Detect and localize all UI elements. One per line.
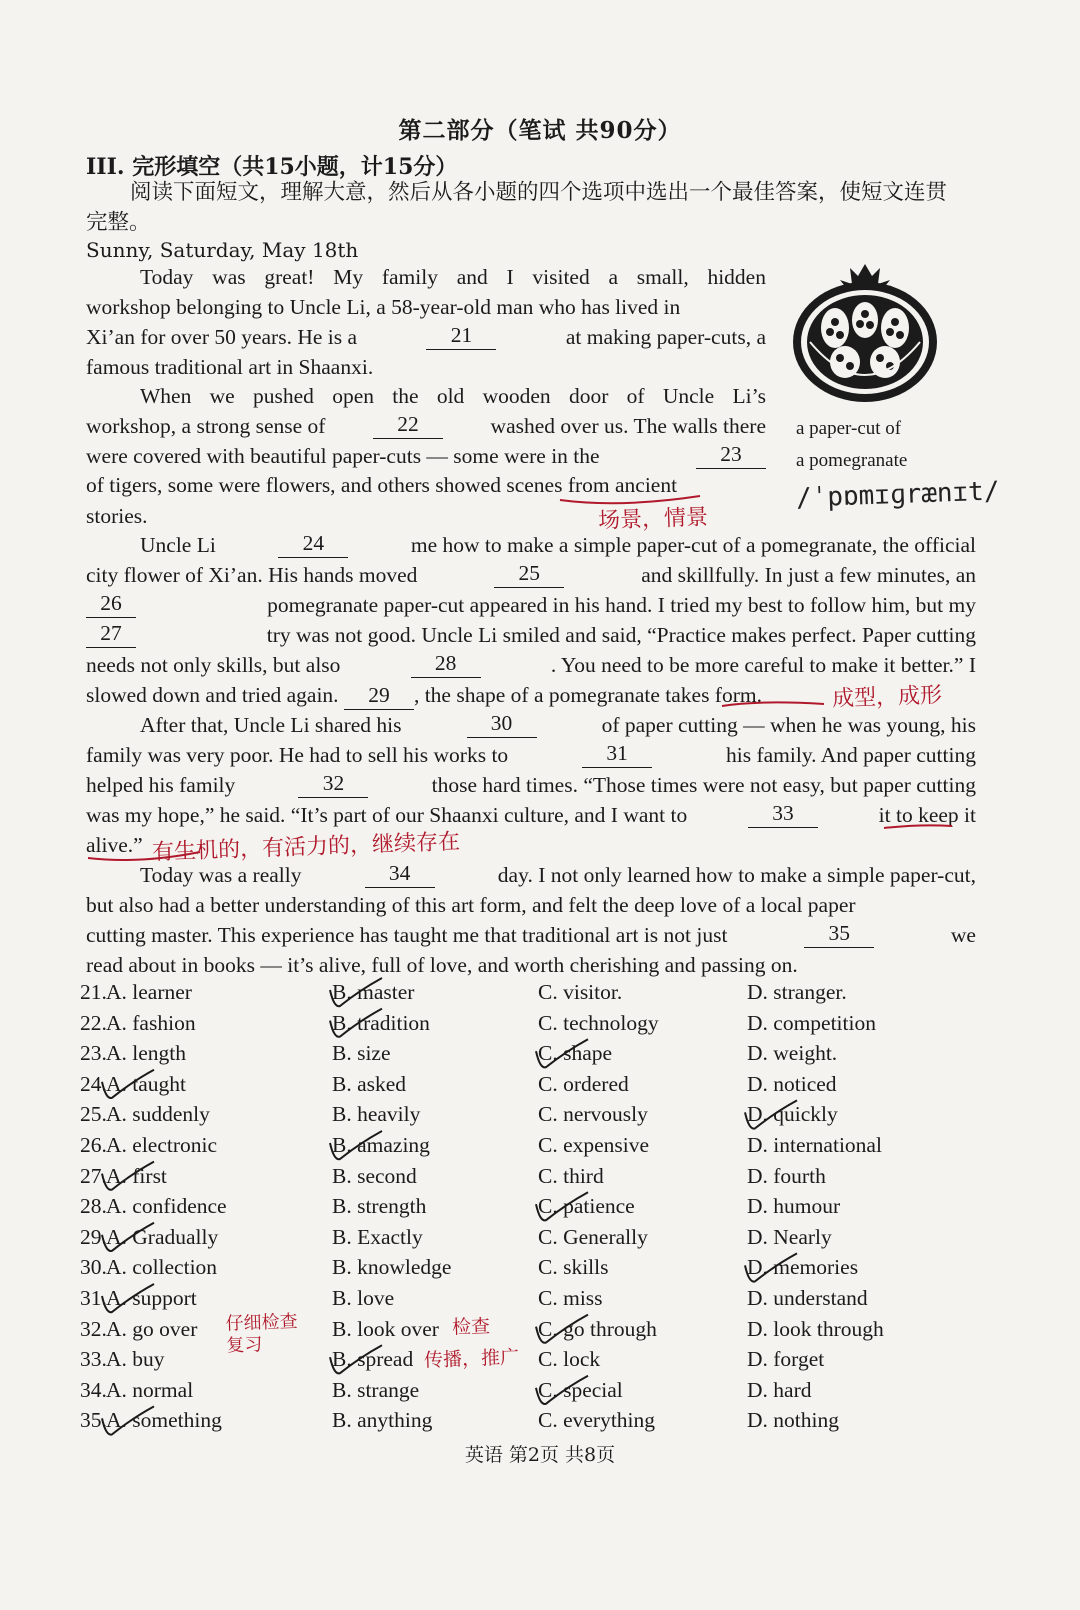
handwritten-note-takes-form: 成型，成形 <box>831 683 943 712</box>
passage-line-18: helped his family 32 those hard times. “Those times were not easy, but paper cutting <box>86 771 976 797</box>
question-row <box>80 980 980 1011</box>
instructions: 阅读下面短文，理解大意，然后从各小题的四个选项中选出一个最佳答案，使短文连贯完整。 <box>86 180 948 235</box>
page-footer: 英语 第2页 共8页 <box>464 1444 616 1466</box>
question-number: 29. <box>80 1224 107 1249</box>
passage-line-20: alive.” <box>86 833 143 857</box>
passage-line-17: family was very poor. He had to sell his works to 31 his family. And paper cutting <box>86 741 976 767</box>
word: Today <box>140 265 194 289</box>
blank-31: 31 <box>582 740 652 768</box>
passage-line-19: was my hope,” he said. “It’s part of our Shaanxi culture, and I want to 33 it to keep it <box>86 801 976 827</box>
question-number: 21. <box>80 980 107 1004</box>
handwritten-note-alive: 有生机的，有活力的，继续存在 <box>151 829 461 866</box>
option-b[interactable]: B. size <box>332 1041 391 1066</box>
option-b[interactable]: B. Exactly <box>332 1224 423 1249</box>
word: hidden <box>707 265 766 289</box>
question-row <box>80 1286 980 1317</box>
blank-21: 21 <box>426 322 496 350</box>
question-number: 27. <box>80 1163 107 1188</box>
word: old <box>436 384 465 408</box>
passage-line-3: Xi’an for over 50 years. He is a 21 at making paper-cuts, a <box>86 323 766 349</box>
word: open <box>332 384 374 408</box>
option-d[interactable]: D. look through <box>747 1316 884 1341</box>
option-c[interactable]: C. patience <box>538 1194 635 1219</box>
options-list <box>80 980 980 1439</box>
question-number: 32. <box>80 1316 107 1341</box>
question-row <box>80 1408 980 1439</box>
option-c[interactable]: C. visitor. <box>538 980 623 1004</box>
passage-line-4: famous traditional art in Shaanxi. <box>86 355 374 379</box>
passage-line-21: Today was a really 34 day. I not only learned how to make a simple paper-cut, <box>140 861 976 887</box>
option-d[interactable]: D. forget <box>747 1347 825 1372</box>
option-b[interactable]: B. strange <box>332 1377 420 1402</box>
passage-line-10: Uncle Li 24 me how to make a simple paper-cut of a pomegranate, the official <box>140 531 976 557</box>
option-b[interactable]: B. second <box>332 1163 417 1188</box>
option-b[interactable]: B. strength <box>332 1194 427 1219</box>
word: wooden <box>482 384 551 408</box>
option-d[interactable]: D. understand <box>747 1285 868 1310</box>
option-b[interactable]: B. tradition <box>332 1010 430 1035</box>
option-a[interactable]: A. buy <box>106 1347 165 1372</box>
word: When <box>140 384 192 408</box>
option-b[interactable]: B. amazing <box>332 1132 430 1157</box>
passage-line-7: were covered with beautiful paper-cuts — some were in the 23 <box>86 441 766 471</box>
question-row <box>80 1072 980 1103</box>
option-a[interactable]: A. normal <box>106 1377 194 1402</box>
option-c[interactable]: C. everything <box>538 1408 656 1433</box>
option-a[interactable]: A. length <box>106 1041 187 1066</box>
question-row <box>80 1041 980 1072</box>
question-row <box>80 1378 980 1409</box>
word: we <box>209 384 235 408</box>
question-number: 34. <box>80 1377 107 1402</box>
word: great! <box>264 265 315 289</box>
handwritten-note-q32-a: 仔细检查 复习 <box>225 1311 298 1357</box>
passage-line-11: city flower of Xi’an. His hands moved 25 and skillfully. In just a few minutes, an <box>86 561 976 587</box>
option-c[interactable]: C. shape <box>538 1041 613 1066</box>
blank-25: 25 <box>494 560 564 588</box>
handwritten-note-q33-b: 传播，推广 <box>423 1346 520 1372</box>
handwritten-note-q32-b: 检查 <box>451 1315 491 1339</box>
option-d[interactable]: D. fourth <box>747 1163 826 1188</box>
word: a <box>608 265 618 289</box>
question-number: 28. <box>80 1194 107 1219</box>
passage-line-23: cutting master. This experience has taught me that traditional art is not just 35 we <box>86 921 976 947</box>
option-a[interactable]: A. learner <box>106 980 192 1004</box>
option-c[interactable]: C. technology <box>538 1010 659 1035</box>
passage-line-15: slowed down and tried again. 29 , the shape of a pomegranate takes form. <box>86 680 762 710</box>
section-title: III. 完形填空（共15小题，计15分） <box>86 154 458 180</box>
option-b[interactable]: B. master <box>332 980 415 1004</box>
word: small, <box>636 265 689 289</box>
option-d[interactable]: D. hard <box>747 1377 812 1402</box>
option-c[interactable]: C. skills <box>538 1255 609 1280</box>
option-a[interactable]: A. collection <box>106 1255 218 1280</box>
question-row <box>80 1102 980 1133</box>
word: of <box>626 384 645 408</box>
question-row <box>80 1255 980 1286</box>
option-a[interactable]: A. support <box>106 1285 197 1310</box>
passage-line-9: stories. <box>86 504 148 528</box>
option-d[interactable]: D. international <box>747 1132 882 1157</box>
option-a[interactable]: A. go over <box>106 1316 198 1341</box>
option-c[interactable]: C. Generally <box>538 1224 648 1249</box>
figure-caption-line-1: a paper-cut of <box>796 418 902 439</box>
word: pushed <box>252 384 314 408</box>
question-number: 25. <box>80 1102 107 1127</box>
question-number: 31. <box>80 1285 107 1310</box>
option-a[interactable]: A. suddenly <box>106 1102 210 1127</box>
blank-22: 22 <box>373 411 443 439</box>
question-row <box>80 1164 980 1195</box>
option-a[interactable]: A. something <box>106 1408 222 1433</box>
option-d[interactable]: D. quickly <box>747 1102 838 1127</box>
blank-30: 30 <box>467 710 537 738</box>
option-d[interactable]: D. noticed <box>747 1071 837 1096</box>
option-b[interactable]: B. love <box>332 1285 395 1310</box>
question-row <box>80 1347 980 1378</box>
blank-23: 23 <box>696 441 766 469</box>
option-c[interactable]: C. lock <box>538 1347 601 1372</box>
question-number: 24. <box>80 1071 107 1096</box>
handwritten-phonetic: /ˈpɒmɪɡrænɪt/ <box>795 476 1000 514</box>
option-a[interactable]: A. Gradually <box>106 1224 219 1249</box>
word: Uncle <box>662 384 715 408</box>
option-c[interactable]: C. ordered <box>538 1071 629 1096</box>
blank-26: 26 <box>86 590 136 618</box>
word: family <box>381 265 438 289</box>
word: was <box>212 265 246 289</box>
passage-line-14: needs not only skills, but also 28 . You need to be more careful to make it better.” I <box>86 651 976 677</box>
option-c[interactable]: C. nervously <box>538 1102 648 1127</box>
question-number: 22. <box>80 1010 107 1035</box>
option-b[interactable]: B. knowledge <box>332 1255 452 1280</box>
option-b[interactable]: B. heavily <box>332 1102 421 1127</box>
option-a[interactable]: A. electronic <box>106 1132 218 1157</box>
figure-caption-line-2: a pomegranate <box>796 450 908 471</box>
option-d[interactable]: D. Nearly <box>747 1224 832 1249</box>
question-number: 30. <box>80 1255 107 1280</box>
passage-line-5 <box>86 381 766 411</box>
blank-29: 29 <box>344 682 414 710</box>
passage-line-2: workshop belonging to Uncle Li, a 58-year-old man who has lived in <box>86 295 681 319</box>
handwritten-note-scenes: 场景，情景 <box>597 505 709 534</box>
part-title: 第二部分（笔试 共90分） <box>398 117 682 144</box>
question-row <box>80 1011 980 1042</box>
option-a[interactable]: A. fashion <box>106 1010 196 1035</box>
blank-27: 27 <box>86 620 136 648</box>
option-c[interactable]: C. miss <box>538 1285 603 1310</box>
question-number: 35. <box>80 1408 107 1433</box>
passage-line-24: read about in books — it’s alive, full of love, and worth cherishing and passing on. <box>86 953 798 977</box>
option-b[interactable]: B. asked <box>332 1071 407 1096</box>
option-c[interactable]: C. expensive <box>538 1132 650 1157</box>
question-number: 26. <box>80 1132 107 1157</box>
option-d[interactable]: D. memories <box>747 1255 859 1280</box>
word: My <box>333 265 364 289</box>
word: and <box>456 265 488 289</box>
word: visited <box>532 265 590 289</box>
word: door <box>568 384 609 408</box>
option-d[interactable]: D. humour <box>747 1194 841 1219</box>
passage-line-22: but also had a better understanding of this art form, and felt the deep love of a local paper <box>86 893 856 917</box>
blank-28: 28 <box>411 650 481 678</box>
question-number: 33. <box>80 1347 107 1372</box>
option-b[interactable]: B. spread <box>332 1347 414 1372</box>
pomegranate-paper-cut-image <box>780 258 950 408</box>
option-c[interactable]: C. third <box>538 1163 604 1188</box>
option-a[interactable]: A. confidence <box>106 1194 227 1219</box>
option-b[interactable]: B. anything <box>332 1408 433 1433</box>
pomegranate-illustration <box>780 258 950 408</box>
blank-24: 24 <box>278 530 348 558</box>
passage-line-8: of tigers, some were flowers, and others showed scenes from ancient <box>86 473 678 497</box>
question-row <box>80 1317 980 1348</box>
option-a[interactable]: A. first <box>106 1163 167 1188</box>
passage-line-16: After that, Uncle Li shared his 30 of paper cutting — when he was young, his <box>140 711 976 737</box>
word: the <box>392 384 419 408</box>
option-d[interactable]: D. weight. <box>747 1041 838 1066</box>
blank-33: 33 <box>748 800 818 828</box>
question-row <box>80 1133 980 1164</box>
option-c[interactable]: C. special <box>538 1377 623 1402</box>
option-c[interactable]: C. go through <box>538 1316 657 1341</box>
blank-35: 35 <box>804 920 874 948</box>
word: I <box>506 265 514 289</box>
passage-line-13: 27 try was not good. Uncle Li smiled and said, “Practice makes perfect. Paper cutting <box>86 620 976 650</box>
passage-line-1 <box>86 262 766 292</box>
option-d[interactable]: D. competition <box>747 1010 876 1035</box>
option-b[interactable]: B. look over <box>332 1316 439 1341</box>
option-d[interactable]: D. stranger. <box>747 980 847 1004</box>
option-a[interactable]: A. taught <box>106 1071 187 1096</box>
blank-32: 32 <box>298 770 368 798</box>
passage-line-12: 26 pomegranate paper-cut appeared in his hand. I tried my best to follow him, but my <box>86 590 976 620</box>
question-row <box>80 1194 980 1225</box>
word: Li’s <box>732 384 766 408</box>
option-d[interactable]: D. nothing <box>747 1408 839 1433</box>
diary-date: Sunny, Saturday, May 18th <box>86 238 359 262</box>
question-row <box>80 1225 980 1256</box>
passage-line-6: workshop, a strong sense of 22 washed over us. The walls there <box>86 412 766 438</box>
blank-34: 34 <box>365 860 435 888</box>
question-number: 23. <box>80 1041 107 1066</box>
